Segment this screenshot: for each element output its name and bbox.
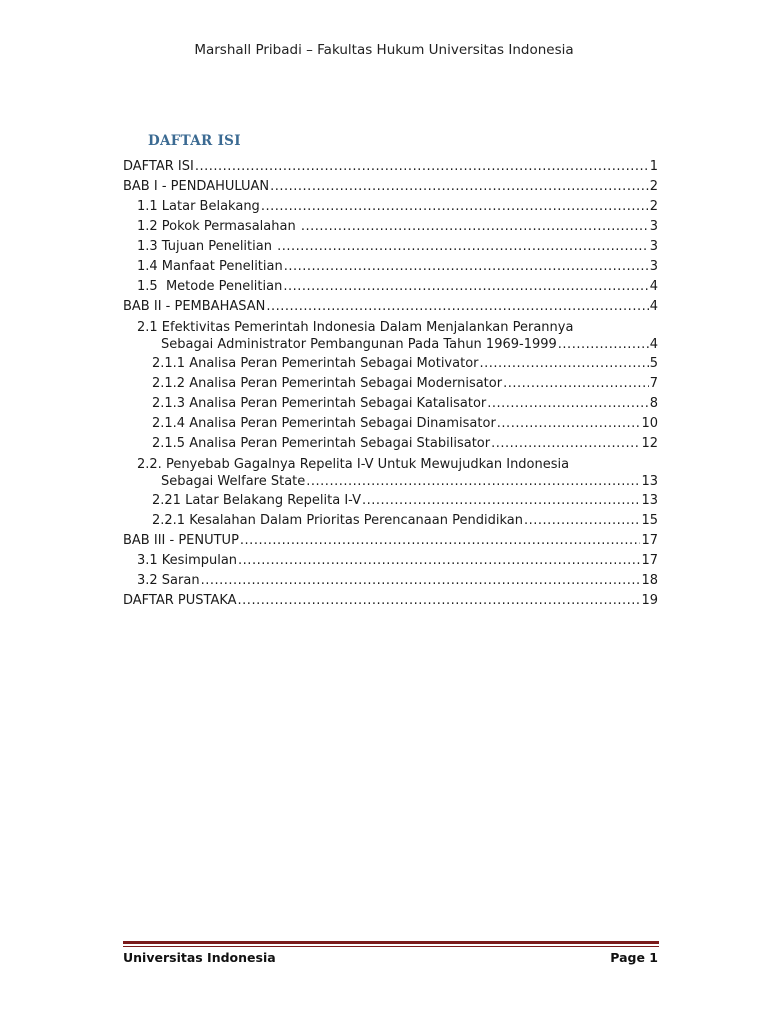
toc-entry-text: BAB I - PENDAHULUAN — [123, 179, 270, 194]
toc-entry-text-cont: Sebagai Administrator Pembangunan Pada Tahun 1969-1999 — [161, 337, 557, 352]
toc-entry[interactable] — [123, 394, 658, 414]
toc-entry[interactable] — [123, 434, 658, 454]
toc-entry[interactable] — [123, 511, 658, 531]
toc-entry[interactable] — [123, 197, 658, 217]
toc-entry-text: 2.2.1 Kesalahan Dalam Prioritas Perencanaan Pendidikan — [152, 513, 523, 528]
toc-entry-text: 3.1 Kesimpulan — [137, 553, 238, 568]
toc-entry-text: 1.3 Tujuan Penelitian — [137, 239, 277, 254]
toc-entry[interactable] — [123, 277, 658, 297]
toc-entry[interactable] — [123, 414, 658, 434]
toc-entry-page: 18 — [641, 573, 658, 588]
toc-entry-page: 19 — [641, 593, 658, 608]
toc-title: DAFTAR ISI — [148, 133, 241, 149]
toc-entry-page: 2 — [649, 199, 658, 214]
toc-entry-page: 17 — [641, 553, 658, 568]
page-header: Marshall Pribadi – Fakultas Hukum Universitas Indonesia — [194, 42, 574, 58]
toc-entry-text-cont: Sebagai Welfare State — [161, 474, 306, 489]
toc-entry-text: 2.1.5 Analisa Peran Pemerintah Sebagai Stabilisator — [152, 436, 491, 451]
toc-entry-page: 3 — [649, 219, 658, 234]
toc-entry-text: 2.1 Efektivitas Pemerintah Indonesia Dalam Menjalankan Perannya — [137, 320, 574, 335]
toc-entry-page: 17 — [641, 533, 658, 548]
toc-entry-text: 1.4 Manfaat Penelitian — [137, 259, 283, 274]
toc-entry-page: 3 — [649, 259, 658, 274]
footer-rule — [123, 941, 659, 944]
toc-entry-page: 4 — [649, 299, 658, 314]
toc-entry-page: 5 — [649, 356, 658, 371]
toc-entry-page: 4 — [649, 279, 658, 294]
toc-entry-text: 2.1.4 Analisa Peran Pemerintah Sebagai Dinamisator — [152, 416, 496, 431]
toc-entry[interactable] — [123, 591, 658, 611]
toc-entry-text: DAFTAR PUSTAKA — [123, 593, 237, 608]
toc-entry[interactable] — [123, 257, 658, 277]
toc-entry-page: 13 — [641, 493, 658, 508]
toc-entry-page: 12 — [641, 436, 658, 451]
toc-entry-page: 3 — [649, 239, 658, 254]
toc-entry[interactable] — [123, 297, 658, 317]
toc-entry[interactable] — [123, 571, 658, 591]
toc-entry-page: 1 — [649, 159, 658, 174]
toc-entry-page: 10 — [641, 416, 658, 431]
toc-entry-page: 13 — [641, 474, 658, 489]
toc-entry-text: DAFTAR ISI — [123, 159, 194, 174]
toc-entry-page: 4 — [649, 337, 658, 352]
toc-entry[interactable] — [123, 456, 658, 490]
toc-entry[interactable] — [123, 531, 658, 551]
toc-entry-text: BAB III - PENUTUP — [123, 533, 239, 548]
toc-entry[interactable] — [123, 177, 658, 197]
toc-entry-text: BAB II - PEMBAHASAN — [123, 299, 266, 314]
footer-institution: Universitas Indonesia — [123, 950, 276, 965]
toc-entry[interactable] — [123, 354, 658, 374]
toc-entry[interactable] — [123, 374, 658, 394]
toc-entry[interactable] — [123, 319, 658, 353]
toc-entry-text: 2.1.2 Analisa Peran Pemerintah Sebagai Modernisator — [152, 376, 503, 391]
toc-entry-page: 15 — [641, 513, 658, 528]
toc-entry[interactable] — [123, 491, 658, 511]
toc-entry[interactable] — [123, 551, 658, 571]
toc-entry-text: 2.1.1 Analisa Peran Pemerintah Sebagai Motivator — [152, 356, 479, 371]
toc-entry-text: 3.2 Saran — [137, 573, 200, 588]
toc-entry[interactable] — [123, 237, 658, 257]
toc-entry-text: 2.21 Latar Belakang Repelita I-V — [152, 493, 361, 508]
footer-page-number: Page 1 — [610, 950, 658, 965]
table-of-contents — [123, 157, 658, 611]
toc-entry[interactable] — [123, 217, 658, 237]
toc-entry-page: 8 — [649, 396, 658, 411]
toc-entry[interactable] — [123, 157, 658, 177]
toc-entry-text: 2.1.3 Analisa Peran Pemerintah Sebagai Katalisator — [152, 396, 487, 411]
toc-entry-text: 2.2. Penyebab Gagalnya Repelita I-V Untuk Mewujudkan Indonesia — [137, 457, 570, 472]
toc-entry-text: 1.2 Pokok Permasalahan — [137, 219, 300, 234]
toc-entry-text: 1.5 Metode Penelitian — [137, 279, 283, 294]
toc-entry-text: 1.1 Latar Belakang — [137, 199, 260, 214]
toc-entry-page: 2 — [649, 179, 658, 194]
toc-entry-page: 7 — [649, 376, 658, 391]
footer-rule-thin — [123, 946, 659, 947]
